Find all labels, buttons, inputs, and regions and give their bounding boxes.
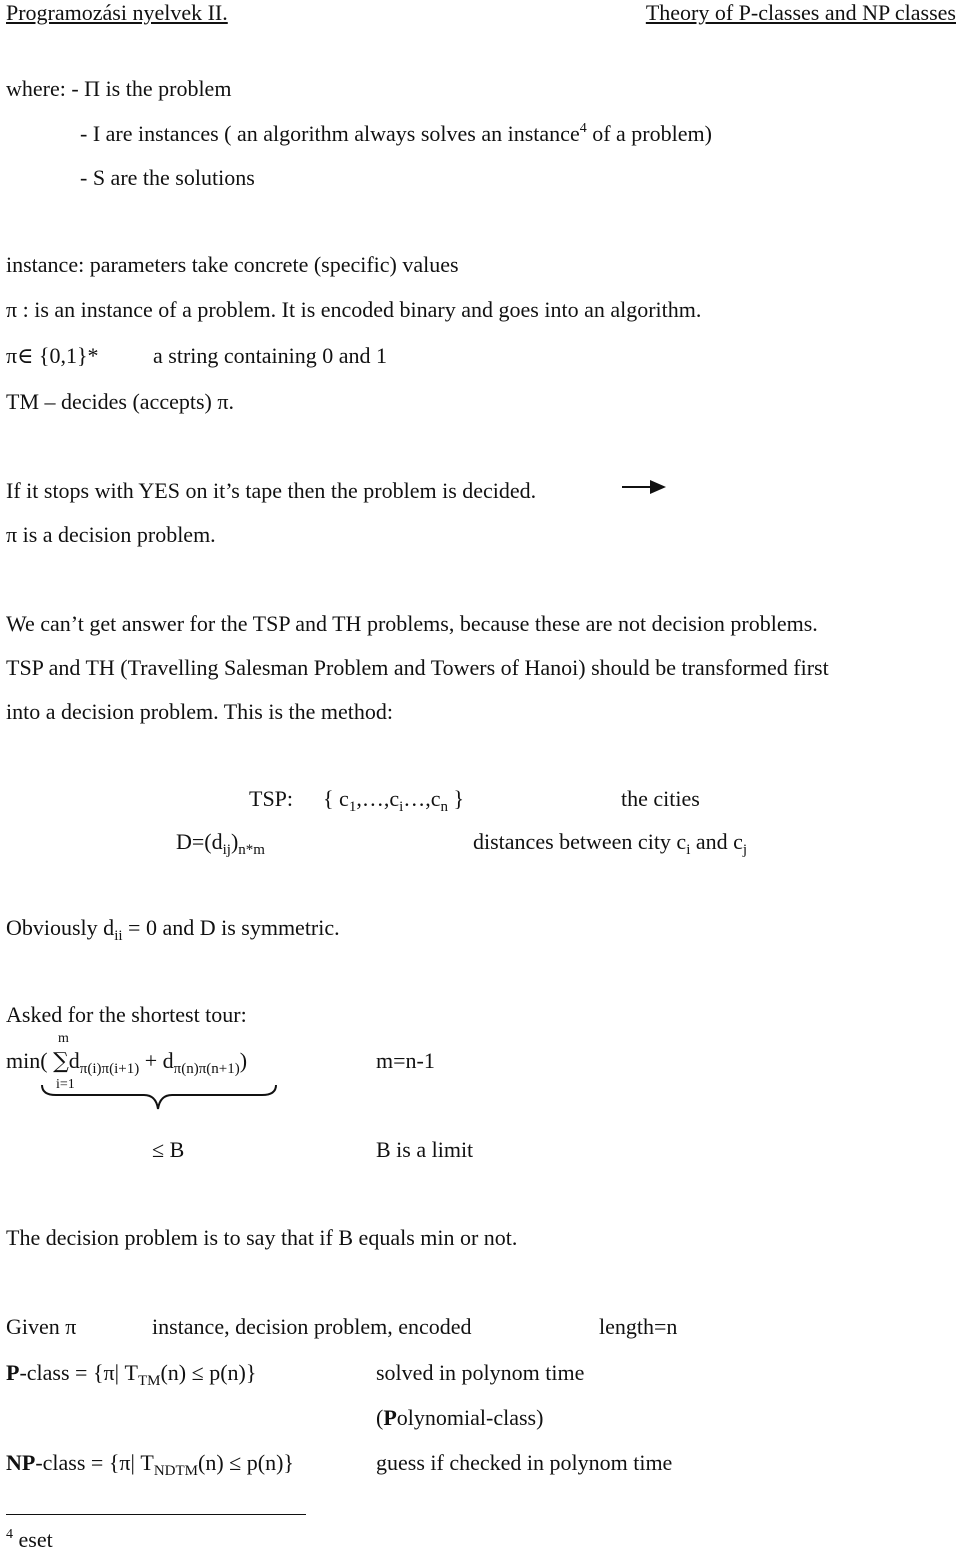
p-text-a: -class = {π| T bbox=[19, 1360, 138, 1385]
p-sub-tm: TM bbox=[137, 1373, 161, 1389]
matrix-sub-nm: n*m bbox=[238, 842, 265, 858]
min-formula bbox=[6, 1048, 247, 1075]
p-class-def bbox=[6, 1360, 257, 1389]
tsp-paragraph-line-3: into a decision problem. This is the method: bbox=[6, 699, 393, 724]
where-instances-text-end: of a problem) bbox=[586, 121, 712, 146]
where-line-instances bbox=[80, 121, 712, 147]
underbrace-icon bbox=[40, 1083, 280, 1113]
sum-upper-limit: m bbox=[58, 1031, 69, 1046]
le-b: ≤ B bbox=[152, 1137, 185, 1162]
obviously-line bbox=[6, 915, 340, 944]
poly-rest: olynomial-class) bbox=[396, 1405, 544, 1430]
header-right-title: Theory of P-classes and NP classes bbox=[645, 0, 956, 25]
poly-bold: P bbox=[383, 1405, 397, 1430]
dist-sub-i: i bbox=[686, 842, 691, 858]
where-line-solutions: - S are the solutions bbox=[80, 165, 255, 190]
right-arrow-icon bbox=[622, 478, 668, 496]
d-first: d bbox=[68, 1048, 80, 1073]
matrix-close: ) bbox=[230, 829, 239, 854]
city-set-mid: ,…,c bbox=[356, 786, 400, 811]
polynomial-class bbox=[376, 1405, 543, 1431]
the-cities-label: the cities bbox=[621, 786, 700, 811]
min-close: ) bbox=[239, 1048, 248, 1073]
b-limit-label: B is a limit bbox=[376, 1137, 474, 1162]
matrix-sub-ij: ij bbox=[222, 842, 231, 858]
pi-instance-line: π : is an instance of a problem. It is encoded binary and goes into an algorithm. bbox=[6, 297, 702, 322]
pi-string-set: π∈ {0,1}* bbox=[6, 343, 99, 368]
distance-matrix bbox=[176, 829, 265, 858]
tsp-city-set bbox=[323, 786, 465, 815]
city-sub-1: 1 bbox=[348, 799, 357, 815]
header-left-title: Programozási nyelvek II. bbox=[6, 0, 228, 25]
tsp-paragraph-line-1: We can’t get answer for the TSP and TH problems, because these are not decision problems. bbox=[6, 611, 818, 636]
instance-definition: instance: parameters take concrete (specific) values bbox=[6, 252, 459, 277]
where-instances-text: - I are instances ( an algorithm always solves an instance bbox=[80, 121, 580, 146]
np-text-b: (n) ≤ p(n)} bbox=[198, 1450, 294, 1475]
length-n: length=n bbox=[599, 1314, 678, 1339]
p-text-b: (n) ≤ p(n)} bbox=[160, 1360, 257, 1385]
sum-lower-limit: i=1 bbox=[56, 1077, 75, 1092]
obviously-text-b: = 0 and D is symmetric. bbox=[122, 915, 340, 940]
decision-problem-line: π is a decision problem. bbox=[6, 522, 216, 547]
decided-line: If it stops with YES on it’s tape then the problem is decided. bbox=[6, 478, 537, 503]
city-set-close: } bbox=[448, 786, 465, 811]
footnote-num: 4 bbox=[6, 1527, 13, 1542]
matrix-open: D=(d bbox=[176, 829, 223, 854]
footnote-separator bbox=[6, 1514, 306, 1515]
sigma-symbol: ∑ bbox=[53, 1049, 69, 1074]
d-first-sub: π(i)π(i+1) bbox=[79, 1061, 140, 1077]
np-sub-ndtm: NDTM bbox=[153, 1463, 199, 1479]
given-desc: instance, decision problem, encoded bbox=[152, 1314, 472, 1339]
tsp-paragraph-line-2: TSP and TH (Travelling Salesman Problem and Towers of Hanoi) should be transformed first bbox=[6, 655, 829, 680]
dist-text-a: distances between city c bbox=[473, 829, 687, 854]
city-sub-i: i bbox=[399, 799, 404, 815]
city-sub-n: n bbox=[440, 799, 449, 815]
pi-string-desc: a string containing 0 and 1 bbox=[153, 343, 388, 368]
footnote-text: eset bbox=[13, 1527, 53, 1552]
city-set-open: { c bbox=[323, 786, 349, 811]
np-text-a: -class = {π| T bbox=[35, 1450, 154, 1475]
d-second-sub: π(n)π(n+1) bbox=[173, 1061, 240, 1077]
np-class-def bbox=[6, 1450, 294, 1479]
p-class-desc: solved in polynom time bbox=[376, 1360, 585, 1385]
dist-sub-j: j bbox=[742, 842, 748, 858]
tsp-label: TSP: bbox=[249, 786, 294, 811]
asked-shortest-tour: Asked for the shortest tour: bbox=[6, 1002, 247, 1027]
poly-open: ( bbox=[376, 1405, 384, 1430]
obviously-sub-ii: ii bbox=[114, 928, 123, 944]
where-line-problem: where: - Π is the problem bbox=[6, 76, 232, 101]
tm-decides-line: TM – decides (accepts) π. bbox=[6, 389, 234, 414]
m-condition: m=n-1 bbox=[376, 1048, 435, 1073]
decision-problem-statement: The decision problem is to say that if B equals min or not. bbox=[6, 1225, 518, 1250]
distances-desc bbox=[473, 829, 748, 858]
footnote-ref: 4 bbox=[579, 121, 587, 136]
city-set-mid2: …,c bbox=[403, 786, 441, 811]
footnote bbox=[6, 1527, 53, 1553]
np-bold: NP bbox=[6, 1450, 36, 1475]
given-pi: Given π bbox=[6, 1314, 77, 1339]
min-open: min( bbox=[6, 1048, 54, 1073]
plus-d: + d bbox=[139, 1048, 174, 1073]
dist-text-b: and c bbox=[690, 829, 743, 854]
obviously-text-a: Obviously d bbox=[6, 915, 115, 940]
p-bold: P bbox=[6, 1360, 20, 1385]
np-class-desc: guess if checked in polynom time bbox=[376, 1450, 673, 1475]
